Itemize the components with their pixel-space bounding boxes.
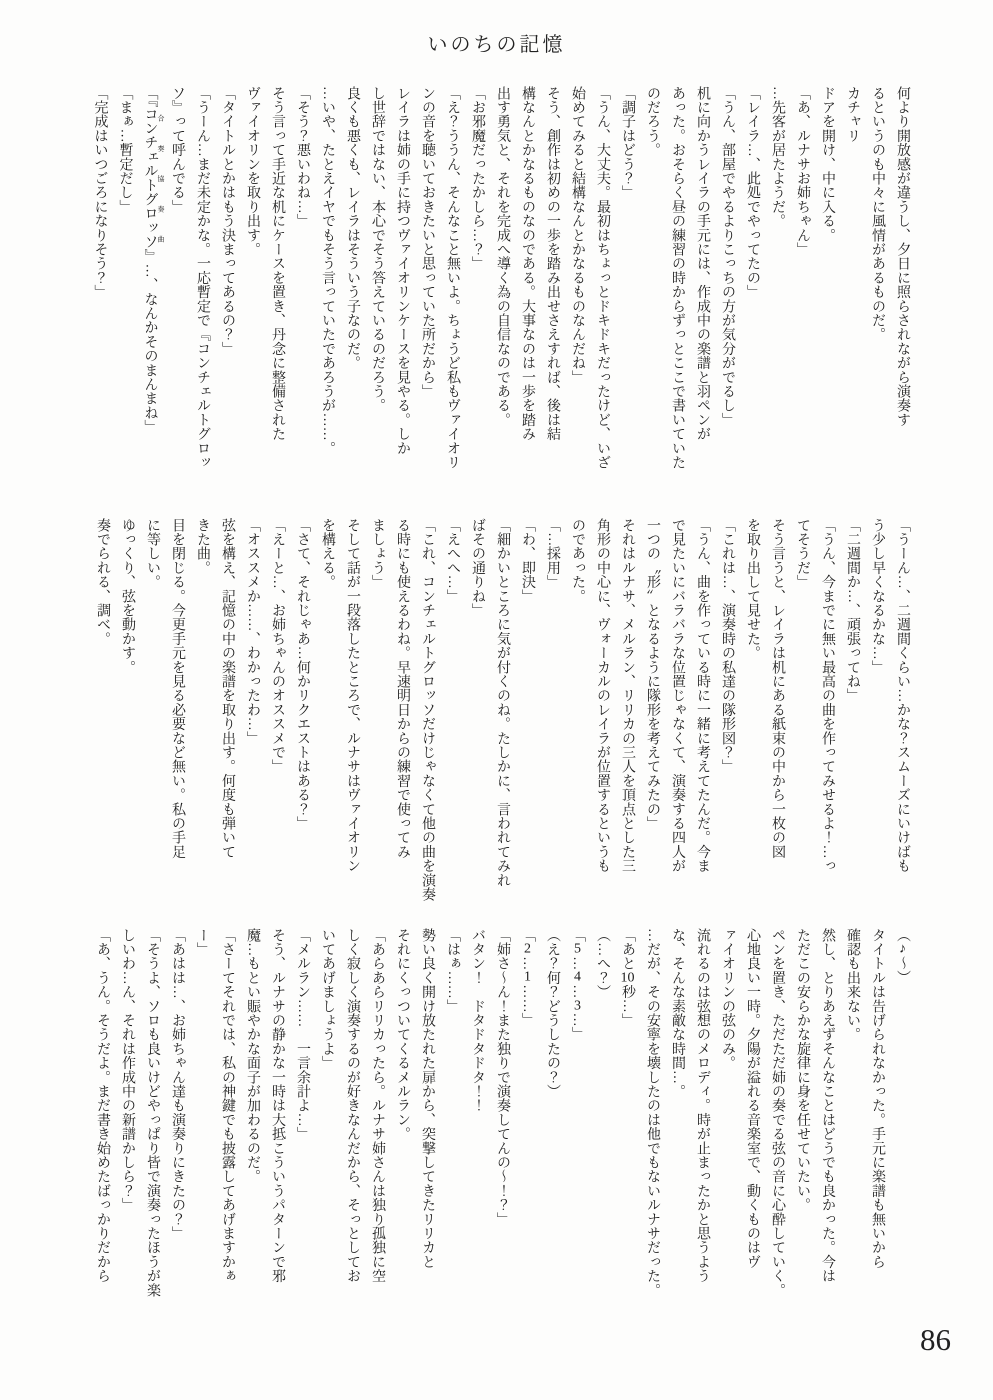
text-line: 「あ、うん。そうだよ。まだ書き始めたばっかりだから [95,928,110,1283]
text-line: そう、ルナサの静かな一時は大抵こういうパターンで邪 [270,928,285,1283]
text-line: そう、創作は初めの一歩を踏み出せさえすれば、後は結 [545,86,560,441]
text-line: 始めてみると結構なんとかなるものなんだね」 [570,86,585,385]
text-band-2 [90,518,915,903]
text-line: 勢い良く開け放たれた扉から、突撃してきたリリカと [420,928,435,1269]
text-line: カチャリ [845,86,860,143]
text-line: しく寂しく演奏するのが好きなんだから、そっとしてお [345,928,360,1283]
text-line: そして話が一段落したところで、ルナサはヴァイオリン [345,518,360,873]
text-line: 「あはは…、お姉ちゃん達も演奏りにきたの？」 [170,928,185,1241]
text-line: 「そう？悪いわね…」 [295,86,310,228]
text-line: 「さて、それじゃあ…何かリクエストはある？」 [295,518,310,831]
text-line: レイラは姉の手に持つヴァイオリンケースを見やる。しか [395,86,410,456]
text-line: 魔…もとい賑やかな面子が加わるのだ。 [245,928,260,1184]
text-line: そう言って手近な机にケースを置き、丹念に整備された [270,86,285,441]
text-line: ペンを置き、ただただ姉の奏でる弦の音に心酔していく。 [770,928,785,1298]
text-line: ー」 [195,928,210,957]
text-line: を取り出して見せた。 [745,518,760,660]
text-line: 出す勇気と、それを完成へ導く為の自信なのである。 [495,86,510,427]
text-line: 「細かいところに気が付くのね。たしかに、言われてみれ [495,518,510,888]
page-title: いのちの記憶 [427,34,566,56]
text-line: ァイオリンの弦のみ。 [720,928,735,1070]
text-line: 確認も出来ない。 [845,928,860,1042]
text-line: 「タイトルとかはもう決まってあるの？」 [220,86,235,356]
text-line: 弦を構え、記憶の中の楽譜を取り出す。何度も弾いて [220,518,235,859]
text-line: ましょう」 [370,518,385,589]
text-line: 「うーん…、二週間くらい…かな？スムーズにいけばも [895,518,910,873]
text-line: 「うーん…まだ未定かな。一応暫定で『コンチェルトグロッ [195,86,210,470]
text-line: を構える。 [320,518,335,589]
text-line: 良くも悪くも、レイラはそういう子なのだ。 [345,86,360,370]
text-line: 「オススメか……、わかったわ…」 [245,518,260,746]
text-line: 一つの〝形〟となるように隊形を考えてみたの」 [645,518,660,831]
text-line: 「うん、部屋でやるよりこっちの方が気分がでるし」 [720,86,735,427]
text-line: 「これ、コンチェルトグロッソだけじゃなくて他の曲を演奏 [420,518,435,902]
text-line: しいわ…ん、それは作成中の新譜かしら？」 [120,928,135,1212]
text-line: 「あと10秒…」 [620,928,635,1028]
text-line: 目を閉じる。今更手元を見る必要など無い。私の手足 [170,518,185,859]
text-line: 「わ、即決」 [520,518,535,604]
text-line: で見たいにバラバラな位置じゃなくて、演奏する四人が [670,518,685,873]
text-line: ドアを開け、中に入る。 [820,86,835,243]
text-line: るというのも中々に風情があるものだ。 [870,86,885,342]
text-line: 「調子はどう？」 [620,86,635,200]
text-line: 心地良い一時。夕陽が溢れる音楽室で、動くものはヴ [745,928,760,1269]
text-line: 「…採用」 [545,518,560,589]
text-line: 「え？ううん、そんなこと無いよ。ちょうど私もヴァイオリ [445,86,460,470]
text-line: 奏でられる、調べ。 [95,518,110,646]
text-line: ヴァイオリンを取り出す。 [245,86,260,257]
text-line: 何より開放感が違うし、夕日に照らされながら演奏す [895,86,910,427]
text-band-1 [88,86,916,471]
text-line: 「完成はいつごろになりそう？」 [92,86,108,299]
text-line: ンの音を聴いておきたいと思っていた所だから」 [420,86,435,399]
text-line: そう言うと、レイラは机にある紙束の中から一枚の図 [770,518,785,859]
text-line: …いや、たとえイヤでもそう言っていたであろうが……。 [320,86,335,456]
text-line: 「姉さ～ん！また独りで演奏してんの～！？」 [495,928,510,1227]
text-line: バタン！ ドタドタドタ！！ [470,928,485,1113]
text-line: てそうだ」 [795,518,810,589]
text-line: 流れるのは弦想のメロディ。時が止まったかと思うよう [695,928,710,1283]
text-line: に等しい。 [145,518,160,589]
text-line: う少し早くなるかな…」 [870,518,885,675]
text-line: …だが、その安寧を壊したのは他でもないルナサだった。 [645,928,660,1298]
text-line: 「えへへ…」 [445,518,460,604]
text-line: あった。おそらく昼の練習の時からずっとここで書いていた [670,86,685,470]
text-line: 「まぁ…暫定だし」 [117,86,133,214]
text-band-3 [90,928,915,1313]
text-line: 「そうよ、ソロも良いけどやっぱり皆で演奏ったほうが楽 [145,928,160,1298]
text-line: 「『コンチェルトグロッソ 合奏協奏曲』…、なんかそのまんまね」 [142,86,165,435]
text-line: 「さーてそれでは、私の神鍵でも披露してあげますかぁ [220,928,235,1283]
text-line: のだろう。 [645,86,660,157]
text-line: 「これは…、演奏時の私達の隊形図？」 [720,518,735,774]
text-line: 机に向かうレイラの手元には、作成中の楽譜と羽ペンが [695,86,710,441]
text-line: 「はぁ……」 [445,928,460,1014]
text-line: 「メルラン…… 一言余計よ…」 [295,928,310,1141]
text-line: ただこの安らかな旋律に身を任せていたい。 [795,928,810,1212]
text-line: 構なんとかなるものなのである。大事なのは一歩を踏み [520,86,535,441]
text-line: 「二週間か…、頑張ってね」 [845,518,860,703]
text-line: 「うん、曲を作っている時に一緒に考えてたんだ。今ま [695,518,710,873]
text-line: 「あ、ルナサお姉ちゃん」 [795,86,810,257]
text-line: 然し、とりあえずそんなことはどうでも良かった。今は [820,928,835,1283]
text-line: 「うん、大丈夫。最初はちょっとドキドキだったけど、いざ [595,86,610,470]
text-line: な、そんな素敵な時間…。 [670,928,685,1099]
text-line: それはルナサ、メルラン、リリカの三人を頂点とした三 [620,518,635,873]
text-line: （♪～） [895,928,910,985]
text-line: ゆっくり、弦を動かす。 [120,518,135,675]
text-line: 「レイラ…、此処でやってたの」 [745,86,760,299]
text-line: 「5…4…3…」 [570,928,585,1042]
text-line: る時にも使えるわね。早速明日からの練習で使ってみ [395,518,410,859]
text-line: ばその通りね」 [470,518,485,618]
text-line: 「2…1……」 [520,928,535,1028]
text-line: 「うん、今までに無い最高の曲を作ってみせるよ！…っ [820,518,835,873]
text-line: 「えーと…、お姉ちゃんのオススメで」 [270,518,285,774]
text-line: 「お邪魔だったかしら…？」 [470,86,485,271]
page-number: 86 [920,1322,951,1357]
text-line: （…へ？） [595,928,610,999]
text-line: タイトルは告げられなかった。手元に楽譜も無いから [870,928,885,1269]
text-line: 「あらあらリリカったら。ルナサ姉さんは独り孤独に空 [370,928,385,1283]
text-line: それにくっついてくるメルラン。 [395,928,410,1141]
text-line: …先客が居たようだ。 [770,86,785,228]
text-line: 角形の中心に、ヴォーカルのレイラが位置するというも [595,518,610,873]
text-line: し世辞ではない、本心でそう答えているのだろう。 [370,86,385,413]
text-line: ソ』って呼んでる」 [170,86,185,214]
text-line: のであった。 [570,518,585,604]
text-line: いてあげましょうよ」 [320,928,335,1070]
text-line: （え？何？どうしたの？） [545,928,560,1099]
text-line: きた曲。 [195,518,210,575]
